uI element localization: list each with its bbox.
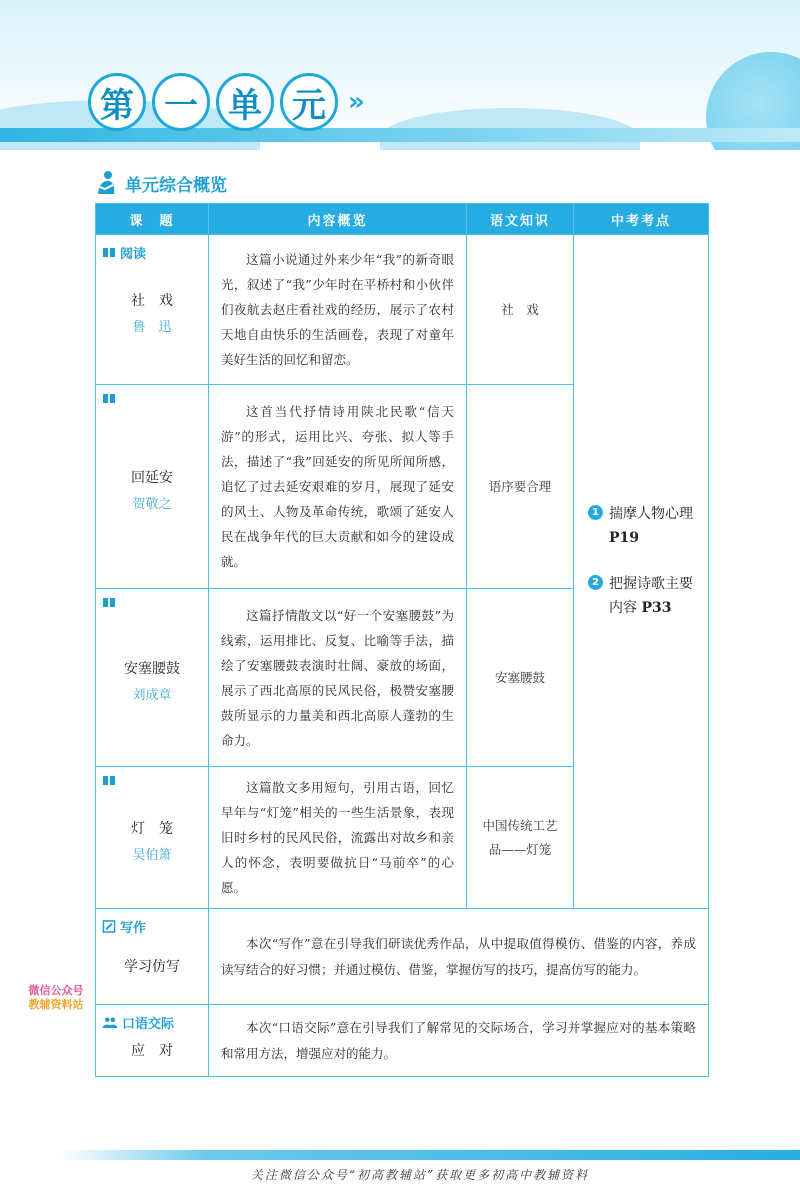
lesson-cell xyxy=(96,235,209,385)
lesson-name: 灯 笼 xyxy=(131,821,173,837)
unit-title-char: 第 xyxy=(88,73,146,131)
footer-bar xyxy=(60,1150,800,1160)
language-point: 中国传统工艺品——灯笼 xyxy=(467,767,574,909)
book-icon xyxy=(102,775,116,786)
book-icon xyxy=(102,247,116,258)
lesson-name: 社 戏 xyxy=(131,293,173,309)
header-banner xyxy=(0,0,800,150)
header-lesson: 课 题 xyxy=(96,204,209,235)
overview-table xyxy=(95,203,709,1077)
unit-title xyxy=(88,70,365,134)
section-heading xyxy=(95,170,227,196)
lesson-name: 回延安 xyxy=(131,470,173,486)
book-icon xyxy=(102,393,116,404)
language-point: 语序要合理 xyxy=(467,385,574,589)
lesson-cell xyxy=(96,385,209,589)
lesson-summary: 这篇散文多用短句，引用古语，回忆早年与“灯笼”相关的一些生活景象，表现旧时乡村的民风民俗，流露出对故乡和亲人的怀念，表明要做抗日“马前卒”的心愿。 xyxy=(209,767,467,909)
lesson-author: 鲁 迅 xyxy=(132,320,172,335)
category-text: 写作 xyxy=(120,921,147,936)
section-title: 单元综合概览 xyxy=(125,175,227,196)
language-point: 社 戏 xyxy=(467,235,574,385)
lesson-cell xyxy=(96,767,209,909)
category-label xyxy=(102,775,116,786)
unit-title-char: 单 xyxy=(216,73,274,131)
lesson-author: 吴伯箫 xyxy=(132,848,172,863)
exam-point-number: 2 xyxy=(588,575,603,590)
header-summary: 内容概览 xyxy=(209,204,467,235)
exam-point-page: P33 xyxy=(641,599,672,616)
exam-point-number: 1 xyxy=(588,505,603,520)
lesson-cell xyxy=(96,1005,209,1077)
lesson-summary: 这篇抒情散文以“好一个安塞腰鼓”为线索，运用排比、反复、比喻等手法，描绘了安塞腰鼓表演时壮阔、豪放的场面，展示了西北高原的民风民俗，极赞安塞腰鼓所显示的力量美和西北高原人蓬勃的生命力。 xyxy=(209,589,467,767)
category-label xyxy=(102,1013,174,1032)
table-header-row xyxy=(96,204,709,235)
lesson-summary: 这首当代抒情诗用陕北民歌“信天游”的形式，运用比兴、夸张、拟人等手法，描述了“我”回延安的所见所闻所感，追忆了过去延安艰难的岁月，展现了延安的风土、人物及革命传统，歌颂了延安人民在战争年代的巨大贡献和如今的建设成就。 xyxy=(209,385,467,589)
category-text: 口语交际 xyxy=(122,1017,175,1032)
lesson-cell xyxy=(96,589,209,767)
watermark-line: 教辅资料站 xyxy=(28,998,84,1011)
unit-title-char: 元 xyxy=(280,73,338,131)
watermark-line: 微信公众号 xyxy=(28,984,84,997)
exam-points-cell xyxy=(574,235,709,909)
pencil-icon xyxy=(102,920,116,933)
header-language: 语文知识 xyxy=(467,204,574,235)
exam-point xyxy=(588,572,694,620)
lesson-summary: 这篇小说通过外来少年“我”的新奇眼光，叙述了“我”少年时在平桥村和小伙伴们夜航去赵庄看社戏的经历，展示了农村天地自由快乐的生活画卷，表现了对童年美好生活的回忆和留恋。 xyxy=(209,235,467,385)
category-text: 阅读 xyxy=(120,247,147,262)
lesson-author: 贺敬之 xyxy=(132,497,172,512)
people-icon xyxy=(102,1017,118,1028)
category-label xyxy=(102,393,116,404)
writing-summary: 本次“写作”意在引导我们研读优秀作品，从中提取值得模仿、借鉴的内容，养成读写结合的好习惯；并通过模仿、借鉴，掌握仿写的技巧，提高仿写的能力。 xyxy=(209,909,709,1005)
exam-point-text: 揣摩人物心理 xyxy=(609,505,693,522)
footer-text: 关注微信公众号“初高教辅站”获取更多初高中教辅资料 xyxy=(250,1168,590,1182)
double-chevron-right-icon: » xyxy=(348,87,365,117)
side-watermark xyxy=(18,984,94,1012)
exam-point xyxy=(588,502,694,550)
book-icon xyxy=(102,597,116,608)
exam-point-text: 把握诗歌主要内容 P33 xyxy=(609,575,693,616)
reading-figure-icon xyxy=(95,170,117,196)
lesson-name: 应 对 xyxy=(131,1042,173,1059)
exam-point-page: P19 xyxy=(609,529,640,546)
unit-title-char: 一 xyxy=(152,73,210,131)
language-point: 安塞腰鼓 xyxy=(467,589,574,767)
lesson-author: 刘成章 xyxy=(132,688,172,703)
category-label xyxy=(102,917,146,936)
category-label xyxy=(102,597,116,608)
table-row xyxy=(96,235,709,385)
lesson-cell xyxy=(96,909,209,1005)
lesson-name: 安塞腰鼓 xyxy=(124,661,180,677)
lesson-name: 学习仿写 xyxy=(124,958,180,975)
category-label xyxy=(102,243,146,262)
table-row xyxy=(96,909,709,1005)
table-row xyxy=(96,1005,709,1077)
header-exam: 中考考点 xyxy=(574,204,709,235)
oral-summary: 本次“口语交际”意在引导我们了解常见的交际场合，学习并掌握应对的基本策略和常用方法，增强应对的能力。 xyxy=(209,1005,709,1077)
